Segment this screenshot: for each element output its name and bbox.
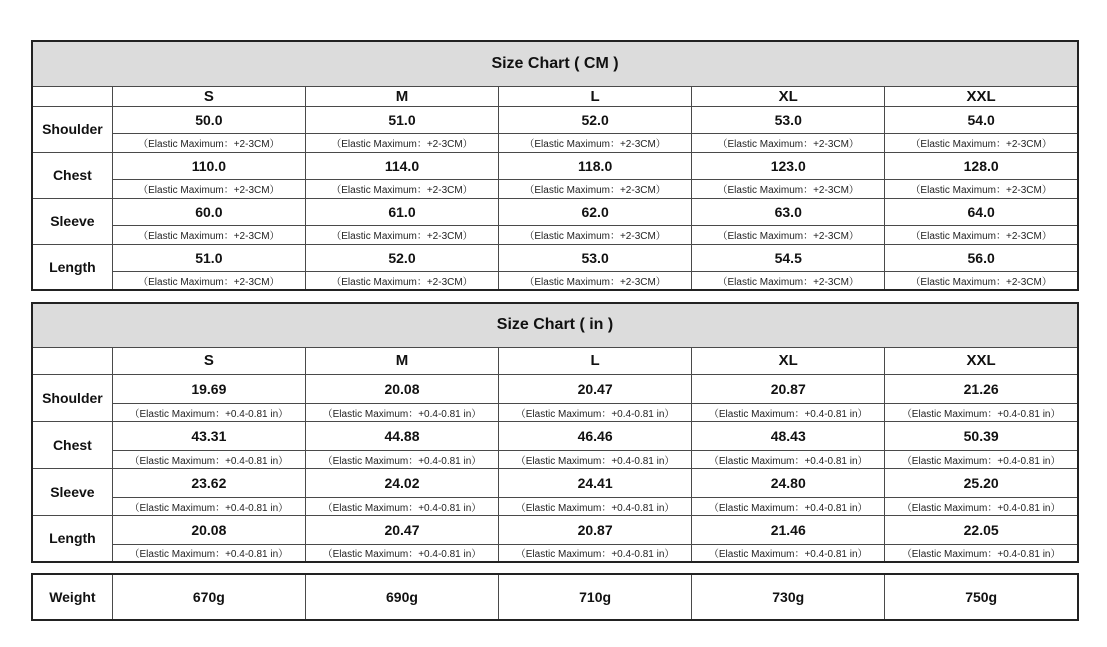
row-label: Shoulder [32, 106, 112, 152]
chart-title: Size Chart ( in ) [32, 303, 1078, 347]
measurement-value: 62.0 [499, 198, 692, 225]
size-header: L [499, 347, 692, 374]
measurement-value: 22.05 [885, 515, 1078, 544]
measurement-value: 128.0 [885, 152, 1078, 179]
elastic-note: （Elastic Maximum：+0.4-0.81 in） [885, 497, 1078, 515]
measurement-value: 20.47 [499, 374, 692, 403]
elastic-note: （Elastic Maximum：+0.4-0.81 in） [885, 403, 1078, 421]
size-header: S [112, 347, 305, 374]
measurement-value: 50.39 [885, 421, 1078, 450]
measurement-value: 20.87 [692, 374, 885, 403]
elastic-note: （Elastic Maximum：+2-3CM） [112, 133, 305, 152]
elastic-note: （Elastic Maximum：+0.4-0.81 in） [305, 497, 498, 515]
elastic-note: （Elastic Maximum：+0.4-0.81 in） [885, 544, 1078, 562]
size-header: XXL [885, 86, 1078, 106]
elastic-note: （Elastic Maximum：+0.4-0.81 in） [692, 497, 885, 515]
row-label: Sleeve [32, 468, 112, 515]
size-header: M [305, 86, 498, 106]
elastic-note: （Elastic Maximum：+0.4-0.81 in） [305, 544, 498, 562]
elastic-note: （Elastic Maximum：+2-3CM） [305, 179, 498, 198]
elastic-note: （Elastic Maximum：+0.4-0.81 in） [112, 544, 305, 562]
measurement-value: 63.0 [692, 198, 885, 225]
weight-value: 730g [692, 574, 885, 620]
measurement-value: 52.0 [305, 244, 498, 271]
elastic-note: （Elastic Maximum：+2-3CM） [499, 133, 692, 152]
row-label: Length [32, 244, 112, 290]
elastic-note: （Elastic Maximum：+0.4-0.81 in） [112, 497, 305, 515]
row-label: Chest [32, 421, 112, 468]
weight-value: 750g [885, 574, 1078, 620]
measurement-value: 44.88 [305, 421, 498, 450]
measurement-value: 54.5 [692, 244, 885, 271]
weight-value: 690g [305, 574, 498, 620]
elastic-note: （Elastic Maximum：+0.4-0.81 in） [692, 403, 885, 421]
elastic-note: （Elastic Maximum：+2-3CM） [885, 133, 1078, 152]
elastic-note: （Elastic Maximum：+2-3CM） [112, 179, 305, 198]
measurement-value: 123.0 [692, 152, 885, 179]
measurement-value: 114.0 [305, 152, 498, 179]
elastic-note: （Elastic Maximum：+0.4-0.81 in） [305, 403, 498, 421]
measurement-value: 20.47 [305, 515, 498, 544]
measurement-value: 61.0 [305, 198, 498, 225]
measurement-value: 24.80 [692, 468, 885, 497]
measurement-value: 110.0 [112, 152, 305, 179]
measurement-value: 51.0 [305, 106, 498, 133]
measurement-value: 21.46 [692, 515, 885, 544]
elastic-note: （Elastic Maximum：+2-3CM） [692, 271, 885, 290]
header-corner [32, 86, 112, 106]
row-label: Shoulder [32, 374, 112, 421]
size-header: XL [692, 347, 885, 374]
measurement-value: 24.02 [305, 468, 498, 497]
measurement-value: 24.41 [499, 468, 692, 497]
measurement-value: 60.0 [112, 198, 305, 225]
weight-value: 670g [112, 574, 305, 620]
elastic-note: （Elastic Maximum：+0.4-0.81 in） [692, 450, 885, 468]
weight-table [31, 573, 1079, 621]
elastic-note: （Elastic Maximum：+0.4-0.81 in） [112, 450, 305, 468]
measurement-value: 51.0 [112, 244, 305, 271]
elastic-note: （Elastic Maximum：+2-3CM） [692, 225, 885, 244]
elastic-note: （Elastic Maximum：+0.4-0.81 in） [885, 450, 1078, 468]
elastic-note: （Elastic Maximum：+2-3CM） [885, 225, 1078, 244]
size-header: XXL [885, 347, 1078, 374]
weight-label: Weight [32, 574, 112, 620]
size-header: XL [692, 86, 885, 106]
elastic-note: （Elastic Maximum：+2-3CM） [692, 133, 885, 152]
measurement-value: 20.87 [499, 515, 692, 544]
elastic-note: （Elastic Maximum：+2-3CM） [692, 179, 885, 198]
elastic-note: （Elastic Maximum：+2-3CM） [885, 179, 1078, 198]
measurement-value: 48.43 [692, 421, 885, 450]
elastic-note: （Elastic Maximum：+2-3CM） [305, 271, 498, 290]
elastic-note: （Elastic Maximum：+2-3CM） [305, 225, 498, 244]
measurement-value: 46.46 [499, 421, 692, 450]
measurement-value: 52.0 [499, 106, 692, 133]
size-header: M [305, 347, 498, 374]
row-label: Chest [32, 152, 112, 198]
elastic-note: （Elastic Maximum：+0.4-0.81 in） [499, 544, 692, 562]
measurement-value: 53.0 [692, 106, 885, 133]
size-chart-in [31, 302, 1079, 563]
measurement-value: 20.08 [305, 374, 498, 403]
elastic-note: （Elastic Maximum：+2-3CM） [885, 271, 1078, 290]
measurement-value: 64.0 [885, 198, 1078, 225]
elastic-note: （Elastic Maximum：+2-3CM） [305, 133, 498, 152]
elastic-note: （Elastic Maximum：+0.4-0.81 in） [305, 450, 498, 468]
measurement-value: 20.08 [112, 515, 305, 544]
chart-title: Size Chart ( CM ) [32, 41, 1078, 86]
measurement-value: 21.26 [885, 374, 1078, 403]
elastic-note: （Elastic Maximum：+2-3CM） [499, 271, 692, 290]
measurement-value: 19.69 [112, 374, 305, 403]
elastic-note: （Elastic Maximum：+0.4-0.81 in） [112, 403, 305, 421]
header-corner [32, 347, 112, 374]
elastic-note: （Elastic Maximum：+2-3CM） [499, 179, 692, 198]
elastic-note: （Elastic Maximum：+0.4-0.81 in） [692, 544, 885, 562]
measurement-value: 54.0 [885, 106, 1078, 133]
size-header: L [499, 86, 692, 106]
row-label: Length [32, 515, 112, 562]
size-header: S [112, 86, 305, 106]
elastic-note: （Elastic Maximum：+0.4-0.81 in） [499, 497, 692, 515]
elastic-note: （Elastic Maximum：+2-3CM） [112, 225, 305, 244]
measurement-value: 25.20 [885, 468, 1078, 497]
elastic-note: （Elastic Maximum：+0.4-0.81 in） [499, 450, 692, 468]
elastic-note: （Elastic Maximum：+0.4-0.81 in） [499, 403, 692, 421]
elastic-note: （Elastic Maximum：+2-3CM） [499, 225, 692, 244]
measurement-value: 23.62 [112, 468, 305, 497]
measurement-value: 118.0 [499, 152, 692, 179]
measurement-value: 43.31 [112, 421, 305, 450]
measurement-value: 50.0 [112, 106, 305, 133]
elastic-note: （Elastic Maximum：+2-3CM） [112, 271, 305, 290]
row-label: Sleeve [32, 198, 112, 244]
measurement-value: 53.0 [499, 244, 692, 271]
measurement-value: 56.0 [885, 244, 1078, 271]
weight-value: 710g [499, 574, 692, 620]
size-chart-cm [31, 40, 1079, 291]
